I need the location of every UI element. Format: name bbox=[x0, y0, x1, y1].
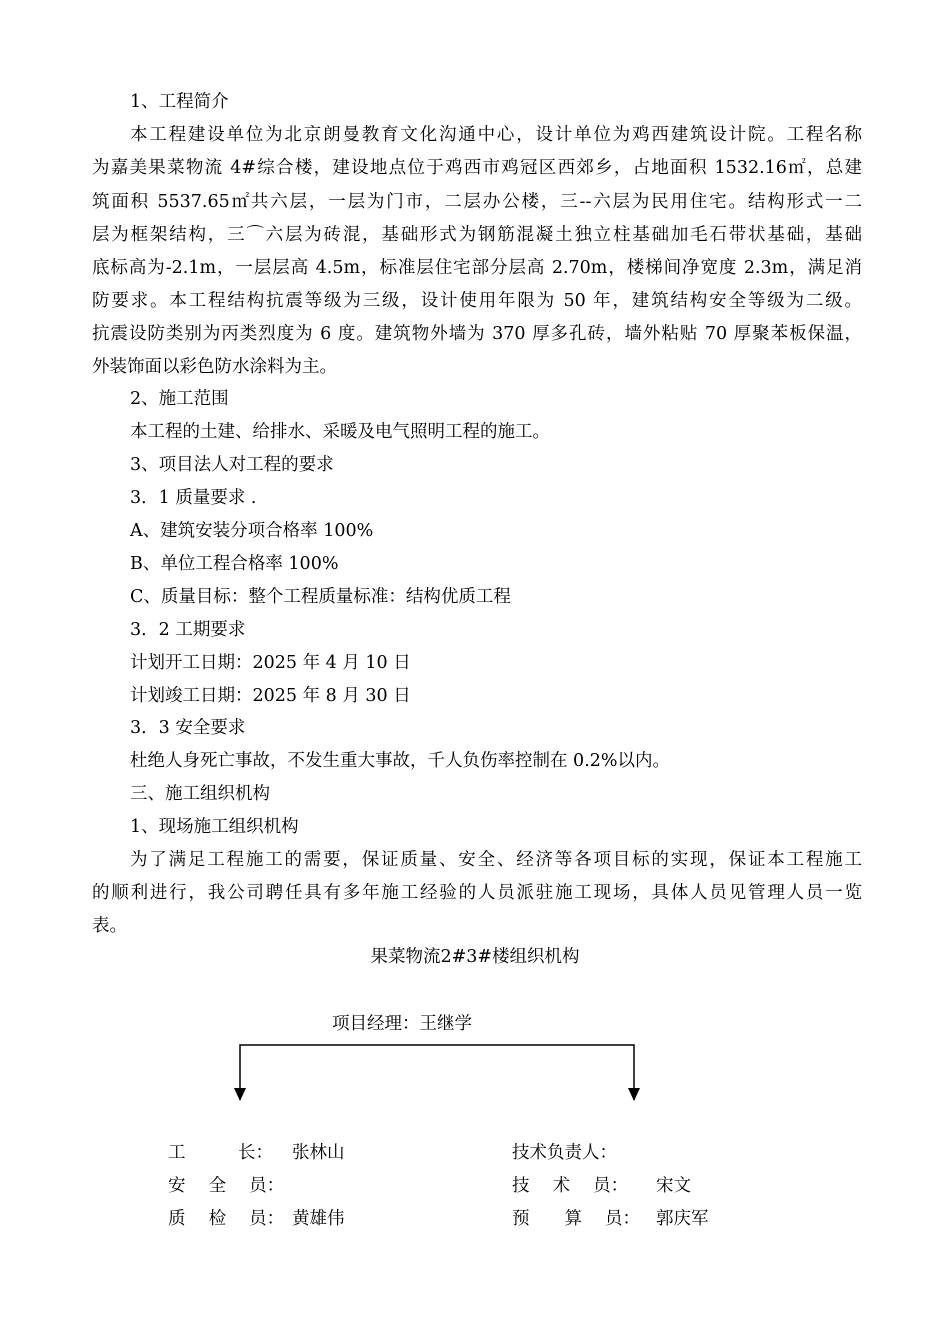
paragraph-line: 外装饰面以彩色防水涂料为主。 bbox=[92, 357, 337, 377]
staff-name: 黄雄伟 bbox=[292, 1209, 345, 1229]
org-chart-title: 果菜物流2#3#楼组织机构 bbox=[370, 947, 580, 967]
project-manager: 项目经理：王继学 bbox=[332, 1014, 472, 1034]
staff-name: 郭庆军 bbox=[656, 1209, 709, 1229]
paragraph-line: 底标高为-2.1m，一层层高 4.5m，标准层住宅部分层高 2.70m，楼梯间净宽度 2.3m，满足消 bbox=[92, 258, 862, 278]
section-3-2-title: 3．2 工期要求 bbox=[130, 620, 246, 640]
quality-item-a: A、建筑安装分项合格率 100% bbox=[130, 521, 374, 541]
paragraph-line: 层为框架结构，三⌒六层为砖混，基础形式为钢筋混凝土独立柱基础加毛石带状基础，基础 bbox=[92, 225, 862, 245]
quality-item-c: C、质量目标：整个工程质量标准：结构优质工程 bbox=[130, 587, 511, 607]
staff-label: 技 术 员： bbox=[512, 1176, 629, 1196]
safety-requirement: 杜绝人身死亡事故，不发生重大事故，千人负伤率控制在 0.2%以内。 bbox=[130, 751, 671, 771]
paragraph-line: 为了满足工程施工的需要，保证质量、安全、经济等各项目标的实现，保证本工程施工 bbox=[130, 850, 862, 870]
staff-name: 宋文 bbox=[656, 1176, 691, 1196]
arrow-left-icon bbox=[234, 1088, 246, 1101]
arrow-right-icon bbox=[628, 1088, 640, 1101]
paragraph-line: 表。 bbox=[92, 916, 127, 936]
section-2-text: 本工程的土建、给排水、采暖及电气照明工程的施工。 bbox=[130, 422, 550, 442]
paragraph-line: 的顺利进行，我公司聘任具有多年施工经验的人员派驻施工现场，具体人员见管理人员一览 bbox=[92, 883, 862, 903]
staff-label: 预 算 员： bbox=[512, 1209, 641, 1229]
paragraph-line: 筑面积 5537.65㎡共六层，一层为门市，二层办公楼，三--六层为民用住宅。结构形式一二 bbox=[92, 192, 862, 212]
section-3-title: 3、项目法人对工程的要求 bbox=[130, 455, 334, 475]
section-4-title: 三、施工组织机构 bbox=[130, 784, 270, 804]
section-2-title: 2、施工范围 bbox=[130, 389, 229, 409]
quality-item-b: B、单位工程合格率 100% bbox=[130, 554, 339, 574]
staff-label: 质 检 员： bbox=[168, 1209, 285, 1229]
section-3-3-title: 3．3 安全要求 bbox=[130, 718, 246, 738]
staff-label: 工 长： bbox=[168, 1143, 273, 1163]
staff-name: 张林山 bbox=[292, 1143, 345, 1163]
paragraph-line: 防要求。本工程结构抗震等级为三级，设计使用年限为 50 年，建筑结构安全等级为二级。 bbox=[92, 291, 862, 311]
staff-label: 技术负责人： bbox=[512, 1143, 617, 1163]
connector-line bbox=[240, 1045, 634, 1100]
paragraph-line: 本工程建设单位为北京朗曼教育文化沟通中心，设计单位为鸡西建筑设计院。工程名称 bbox=[130, 125, 862, 145]
planned-end-date: 计划竣工日期：2025 年 8 月 30 日 bbox=[130, 686, 411, 706]
staff-label: 安 全 员： bbox=[168, 1176, 285, 1196]
section-4-1-title: 1、现场施工组织机构 bbox=[130, 817, 299, 837]
paragraph-line: 为嘉美果菜物流 4#综合楼，建设地点位于鸡西市鸡冠区西郊乡，占地面积 1532.16㎡，总建 bbox=[92, 158, 862, 178]
paragraph-line: 抗震设防类别为丙类烈度为 6 度。建筑物外墙为 370 厚多孔砖，墙外粘贴 70 厚聚苯板保温， bbox=[92, 324, 862, 344]
section-1-title: 1、工程简介 bbox=[130, 92, 229, 112]
planned-start-date: 计划开工日期：2025 年 4 月 10 日 bbox=[130, 653, 411, 673]
section-3-1-title: 3．1 质量要求 . bbox=[130, 488, 257, 508]
